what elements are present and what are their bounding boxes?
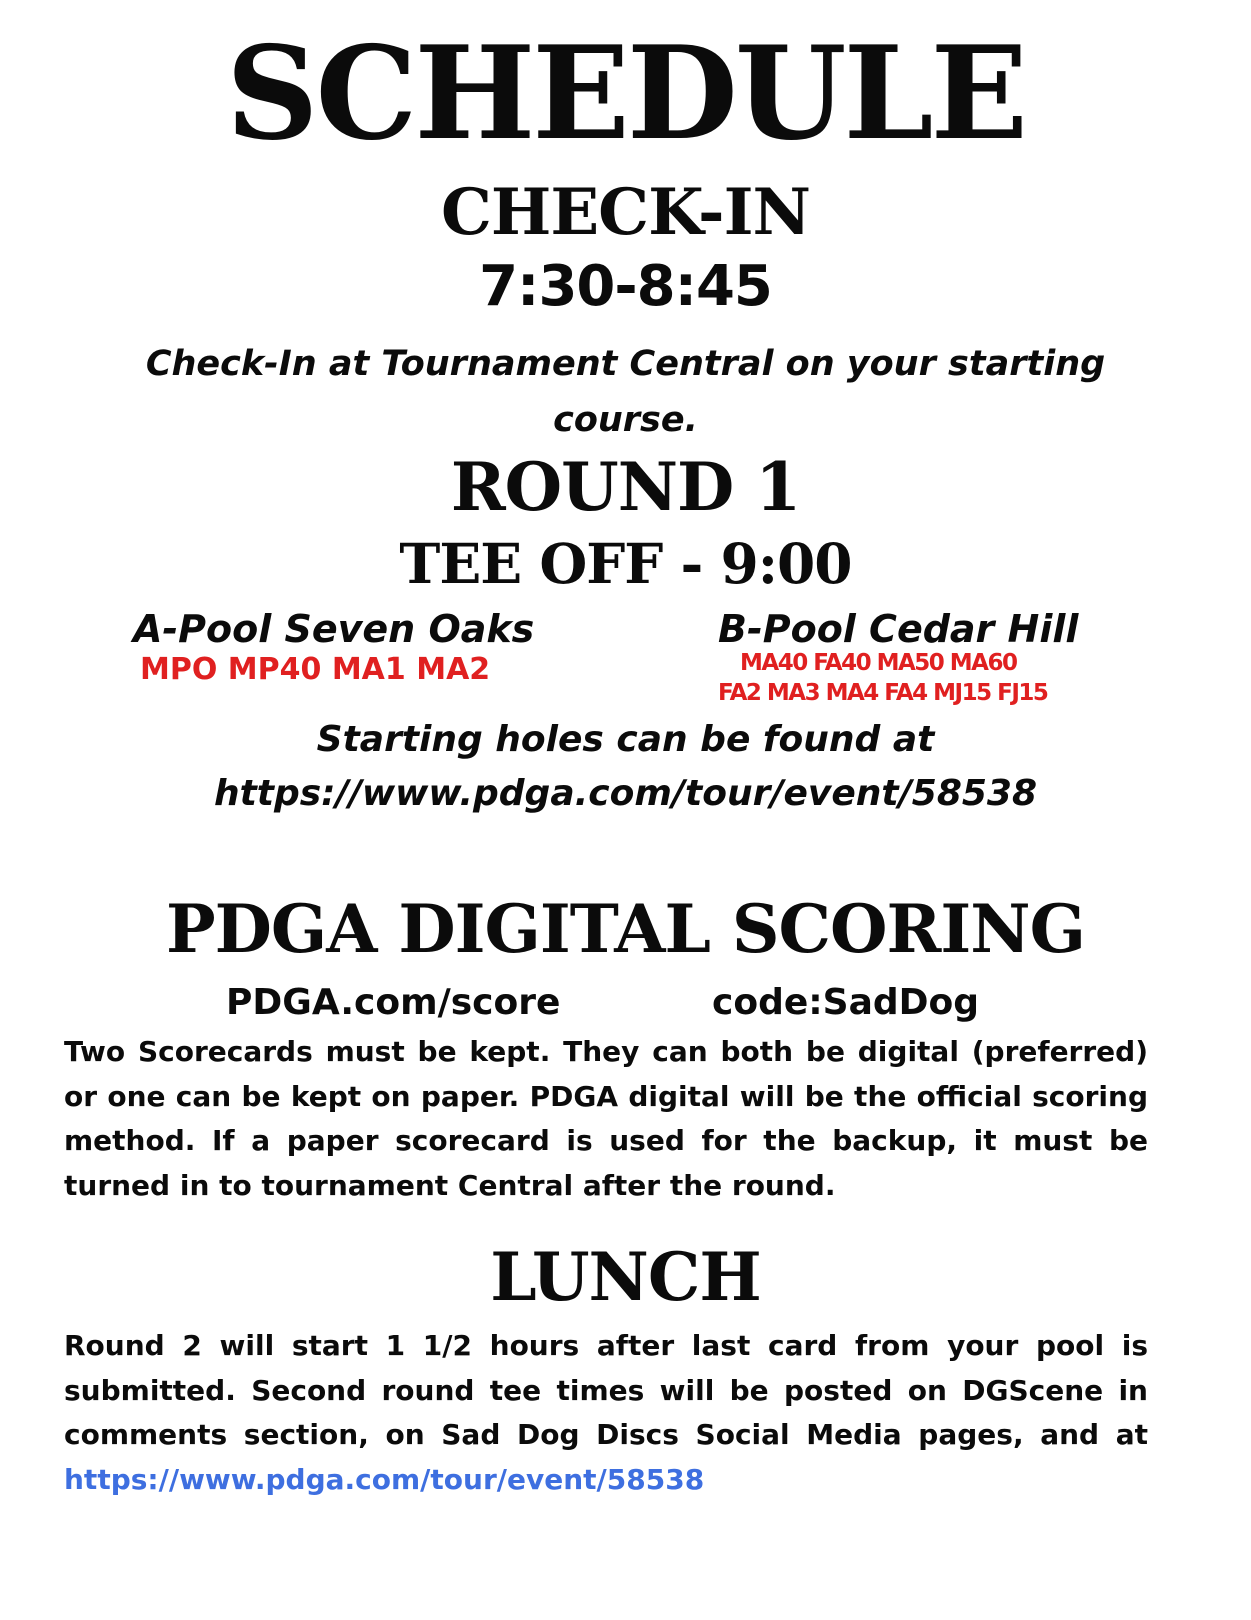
pool-b-divisions-line1: MA40 FA40 MA50 MA60 — [740, 650, 1017, 676]
checkin-time: 7:30-8:45 — [479, 254, 772, 319]
scoring-url: PDGA.com/score — [226, 982, 561, 1023]
checkin-heading: CHECK-IN — [440, 175, 811, 250]
starting-holes-text: Starting holes can be found at — [316, 719, 935, 760]
pool-a-name: A-Pool Seven Oaks — [133, 607, 535, 651]
lunch-note — [64, 1324, 1148, 1502]
scoring-note: Two Scorecards must be kept. They can both be digital (preferred) or one can be kept on paper. PDGA digital will be the official scoring method. If a paper scorecard is used for the backup, it must be turned in to tournament Central after the round. — [64, 1035, 1148, 1202]
lunch-heading: LUNCH — [490, 1238, 761, 1316]
pool-a-divisions: MPO MP40 MA1 MA2 — [140, 652, 491, 687]
scoring-heading: PDGA DIGITAL SCORING — [166, 890, 1085, 968]
teeoff-time: TEE OFF - 9:00 — [399, 531, 852, 596]
pool-b-divisions-line2: FA2 MA3 MA4 FA4 MJ15 FJ15 — [718, 680, 1048, 706]
starting-holes-url: https://www.pdga.com/tour/event/58538 — [213, 773, 1038, 814]
pool-b-name: B-Pool Cedar Hill — [718, 607, 1079, 651]
checkin-note: Check-In at Tournament Central on your starting course. — [145, 344, 1106, 440]
scoring-code: code:SadDog — [712, 982, 980, 1023]
round1-heading: ROUND 1 — [450, 448, 801, 526]
lunch-note-text: Round 2 will start 1 1/2 hours after last card from your pool is submitted. Second round tee times will be posted on DGScene in comments section, on Sad Dog Discs Social Media pages, and at — [64, 1329, 1148, 1451]
page-title: SCHEDULE — [226, 19, 1025, 169]
event-link[interactable]: https://www.pdga.com/tour/event/58538 — [64, 1462, 705, 1496]
